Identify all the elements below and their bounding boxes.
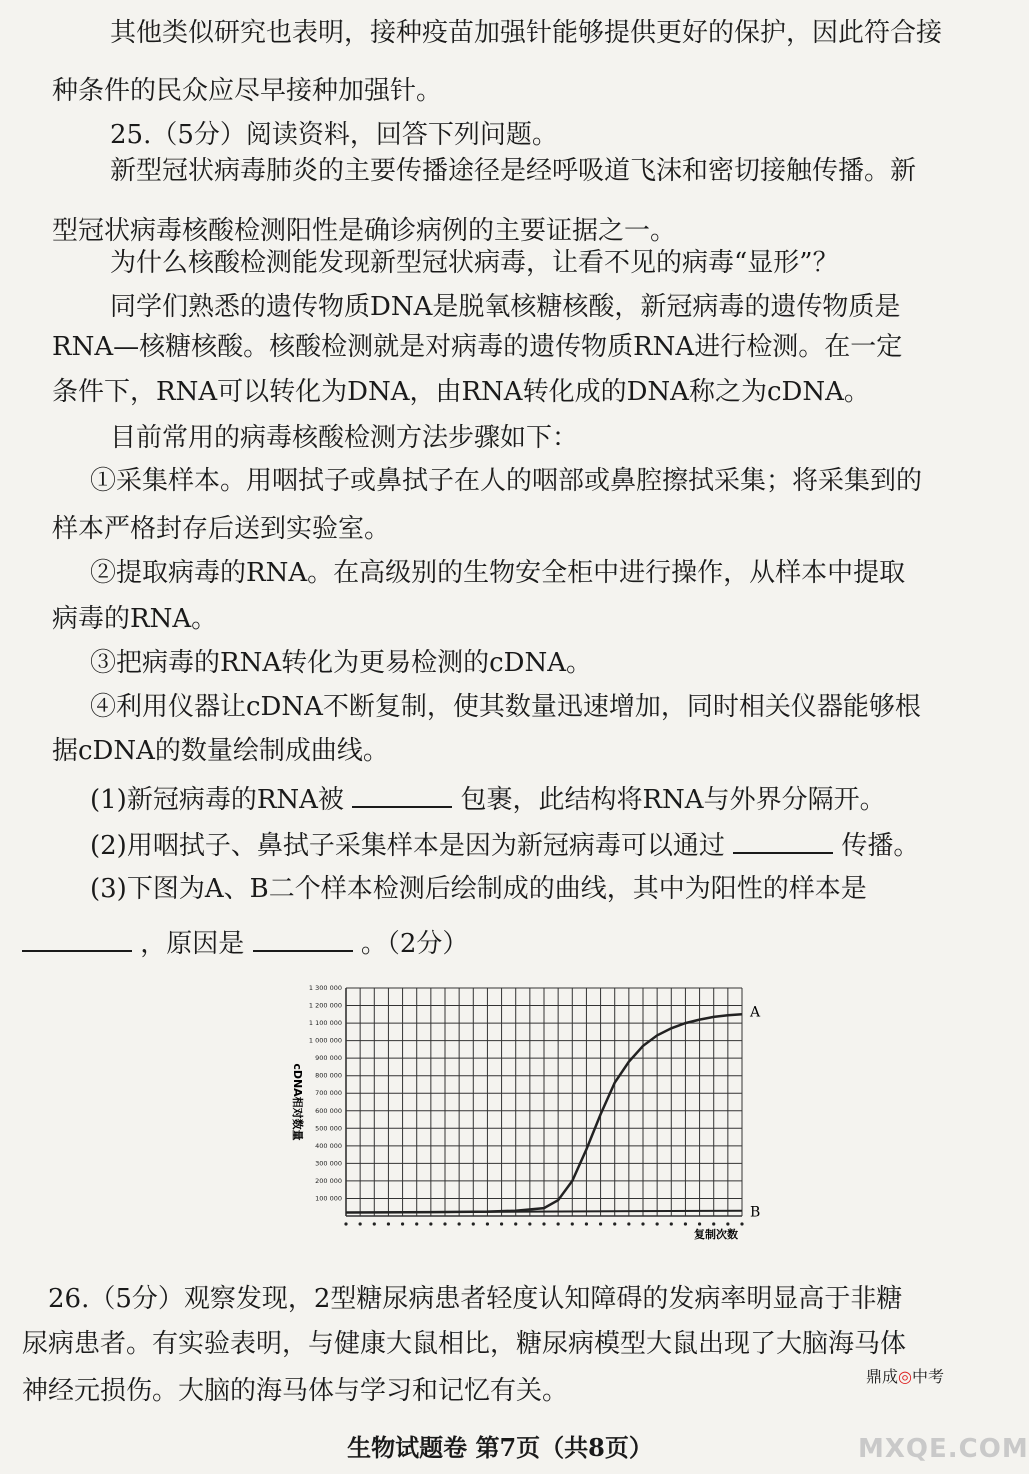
question-1	[90, 780, 886, 817]
answer-blank-1[interactable]	[352, 780, 452, 808]
paragraph-line: RNA—核糖核酸。核酸检测就是对病毒的遗传物质RNA进行检测。在一定	[52, 332, 903, 362]
paragraph-line: 新型冠状病毒肺炎的主要传播途径是经呼吸道飞沫和密切接触传播。新	[110, 156, 917, 186]
question-26: 26.（5分）观察发现，2型糖尿病患者轻度认知障碍的发病率明显高于非糖	[48, 1284, 903, 1314]
x-tick-mark	[557, 1222, 560, 1225]
x-axis-label: 复制次数	[694, 1228, 738, 1241]
page-footer: 生物试题卷 第7页（共8页）	[347, 1433, 653, 1462]
answer-blank-4[interactable]	[253, 924, 353, 952]
step-1: ①采集样本。用咽拭子或鼻拭子在人的咽部或鼻腔擦拭采集；将采集到的	[90, 466, 923, 496]
x-tick-mark	[712, 1222, 715, 1225]
y-tick-label: 1 300 000	[308, 984, 342, 992]
y-tick-label: 100 000	[315, 1194, 342, 1203]
answer-blank-2[interactable]	[733, 826, 833, 854]
question-2	[90, 826, 919, 863]
cdna-chart	[280, 980, 780, 1242]
x-tick-mark	[429, 1222, 432, 1225]
watermark-brand-text2: 中考	[911, 1367, 944, 1386]
target-icon: ◎	[898, 1367, 912, 1386]
x-tick-mark	[726, 1222, 729, 1225]
step-2: ②提取病毒的RNA。在高级别的生物安全柜中进行操作，从样本中提取	[90, 558, 906, 588]
x-tick-mark	[670, 1222, 673, 1225]
paragraph-line: 种条件的民众应尽早接种加强针。	[52, 76, 443, 106]
paragraph-line: 条件下，RNA可以转化为DNA，由RNA转化成的DNA称之为cDNA。	[52, 377, 870, 407]
x-tick-mark	[740, 1222, 743, 1225]
x-tick-mark	[599, 1222, 602, 1225]
y-tick-label: 1 200 000	[308, 1001, 342, 1010]
question-1-text: 包裹，此结构将RNA与外界分隔开。	[460, 785, 886, 815]
x-tick-mark	[443, 1222, 446, 1225]
x-tick-mark	[500, 1222, 503, 1225]
y-tick-label: 900 000	[315, 1054, 342, 1063]
x-tick-mark	[458, 1222, 461, 1225]
x-tick-mark	[415, 1222, 418, 1225]
question-2-text: 传播。	[841, 831, 920, 861]
x-tick-mark	[656, 1222, 659, 1225]
paragraph-line: 目前常用的病毒核酸检测方法步骤如下：	[110, 423, 579, 453]
paragraph-line: 型冠状病毒核酸检测阳性是确诊病例的主要证据之一。	[52, 216, 677, 246]
x-axis-ticks	[344, 1222, 743, 1225]
y-axis-ticks	[309, 984, 342, 1202]
paragraph-line: 其他类似研究也表明，接种疫苗加强针能够提供更好的保护，因此符合接	[110, 18, 943, 48]
chart-grid	[346, 988, 742, 1216]
paragraph-line: 神经元损伤。大脑的海马体与学习和记忆有关。	[22, 1376, 569, 1406]
watermark-brand	[866, 1364, 944, 1387]
question-3-text: ，原因是	[140, 929, 245, 959]
step-3: ③把病毒的RNA转化为更易检测的cDNA。	[90, 648, 593, 678]
x-tick-mark	[542, 1222, 545, 1225]
series-b-line	[346, 1211, 742, 1213]
y-tick-label: 800 000	[315, 1071, 342, 1080]
y-tick-label: 1 100 000	[308, 1019, 342, 1028]
x-tick-mark	[627, 1222, 630, 1225]
paragraph-line: 病毒的RNA。	[52, 604, 218, 634]
x-tick-mark	[585, 1222, 588, 1225]
paragraph-line: 同学们熟悉的遗传物质DNA是脱氧核糖核酸，新冠病毒的遗传物质是	[110, 292, 901, 322]
x-tick-mark	[528, 1222, 531, 1225]
y-tick-label: 400 000	[315, 1141, 342, 1150]
paragraph-line: 据cDNA的数量绘制成曲线。	[52, 736, 389, 766]
x-tick-mark	[472, 1222, 475, 1225]
question-3: (3)下图为A、B二个样本检测后绘制成的曲线，其中为阳性的样本是	[90, 874, 867, 904]
question-25-heading: 25.（5分）阅读资料，回答下列问题。	[110, 120, 558, 150]
x-tick-mark	[344, 1222, 347, 1225]
x-tick-mark	[698, 1222, 701, 1225]
paragraph-line: 样本严格封存后送到实验室。	[52, 514, 391, 544]
watermark-brand-text: 鼎成	[866, 1367, 899, 1386]
paragraph-line: 尿病患者。有实验表明，与健康大鼠相比，糖尿病模型大鼠出现了大脑海马体	[22, 1329, 907, 1359]
x-tick-mark	[373, 1222, 376, 1225]
x-tick-mark	[684, 1222, 687, 1225]
y-tick-label: 300 000	[315, 1159, 342, 1168]
question-3-text: 。（2分）	[360, 929, 469, 959]
x-tick-mark	[613, 1222, 616, 1225]
y-tick-label: 200 000	[315, 1176, 342, 1185]
y-tick-label: 1 000 000	[308, 1036, 342, 1045]
question-3-cont	[22, 924, 468, 961]
y-tick-label: 500 000	[315, 1124, 342, 1133]
y-tick-label: 700 000	[315, 1089, 342, 1098]
y-tick-label: 600 000	[315, 1106, 342, 1115]
x-tick-mark	[571, 1222, 574, 1225]
series-a-label: A	[750, 1004, 761, 1021]
x-tick-mark	[387, 1222, 390, 1225]
series-b-label: B	[750, 1204, 761, 1221]
question-2-text: (2)用咽拭子、鼻拭子采集样本是因为新冠病毒可以通过	[90, 831, 725, 861]
x-tick-mark	[514, 1222, 517, 1225]
answer-blank-3[interactable]	[22, 924, 132, 952]
x-tick-mark	[641, 1222, 644, 1225]
y-axis-label: cDNA相对数量	[291, 1063, 304, 1141]
step-4: ④利用仪器让cDNA不断复制，使其数量迅速增加，同时相关仪器能够根	[90, 692, 921, 722]
question-1-text: (1)新冠病毒的RNA被	[90, 785, 344, 815]
watermark-site: MXQE.COM	[858, 1434, 1029, 1464]
x-tick-mark	[486, 1222, 489, 1225]
x-tick-mark	[359, 1222, 362, 1225]
paragraph-line: 为什么核酸检测能发现新型冠状病毒，让看不见的病毒“显形”？	[110, 248, 839, 278]
x-tick-mark	[401, 1222, 404, 1225]
